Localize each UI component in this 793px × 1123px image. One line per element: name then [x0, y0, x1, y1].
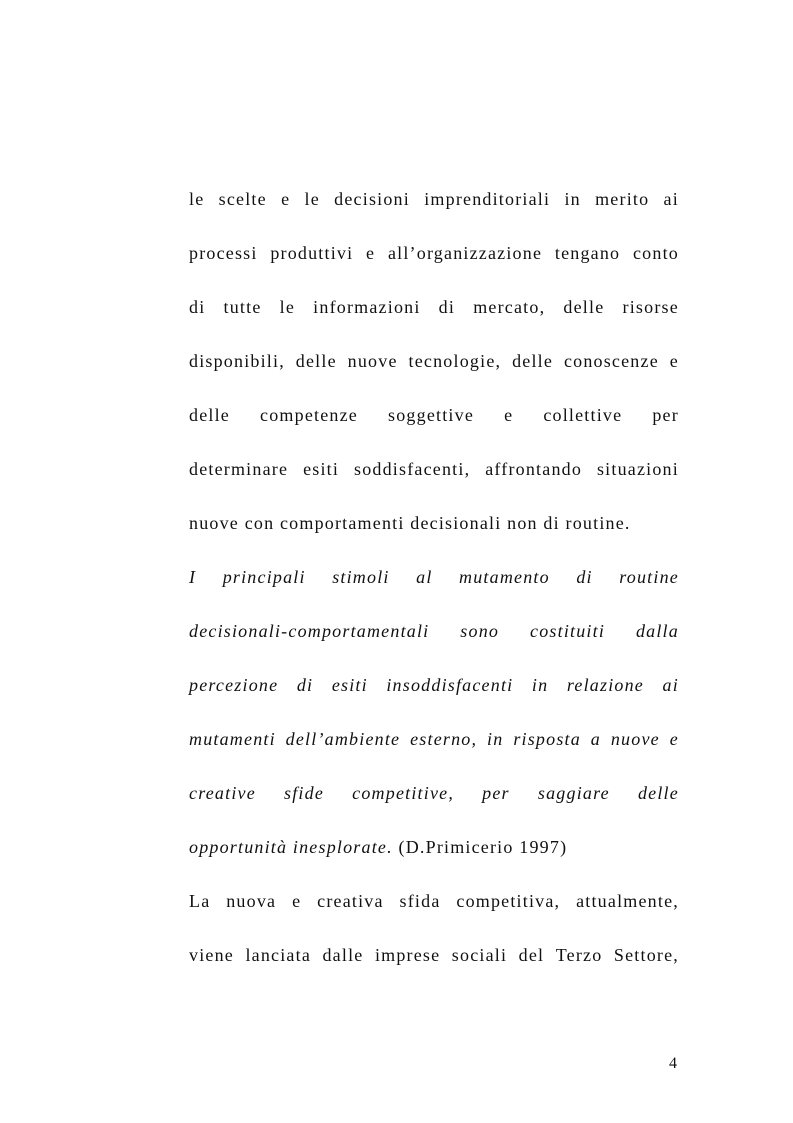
word: affrontando	[485, 459, 583, 479]
line-text	[189, 181, 679, 217]
word: viene	[189, 945, 234, 965]
line-text	[189, 451, 679, 487]
word: insoddisfacenti	[386, 675, 514, 695]
word: sociali	[451, 945, 508, 965]
word: delle	[295, 351, 337, 371]
word: in	[487, 729, 504, 749]
word: di	[296, 675, 314, 695]
word: le	[304, 189, 320, 209]
word: dalle	[322, 945, 364, 965]
word: principali	[222, 567, 306, 587]
word: e	[366, 243, 376, 263]
word: relazione	[566, 675, 644, 695]
text-line	[189, 775, 679, 829]
word: e	[669, 729, 679, 749]
page-number: 4	[669, 1055, 677, 1072]
word: ai	[663, 189, 679, 209]
word: routine	[619, 567, 679, 587]
line-text	[189, 235, 679, 271]
word: informazioni	[313, 297, 421, 317]
word: esterno,	[410, 729, 478, 749]
text-line	[189, 559, 679, 613]
word: le	[189, 189, 205, 209]
word: tengano	[554, 243, 621, 263]
word: le	[279, 297, 296, 317]
word: esiti	[331, 675, 368, 695]
word: delle	[563, 297, 605, 317]
text-line	[189, 343, 679, 397]
line-text: nuove con comportamenti decisionali non di routine.	[189, 513, 631, 533]
line-text	[189, 937, 679, 973]
line-text	[189, 289, 679, 325]
citation-reference: (D.Primicerio 1997)	[392, 837, 568, 857]
text-line	[189, 721, 679, 775]
word: e	[669, 351, 679, 371]
word: creativa	[317, 891, 384, 911]
word: in	[531, 675, 549, 695]
word: produttivi	[270, 243, 354, 263]
word: di	[438, 297, 456, 317]
word: conoscenze	[563, 351, 659, 371]
word: nuova	[226, 891, 277, 911]
word: nuove	[347, 351, 398, 371]
text-line	[189, 613, 679, 667]
word: Terzo	[555, 945, 603, 965]
word: per	[482, 783, 510, 803]
word: conto	[632, 243, 679, 263]
word: La	[189, 891, 211, 911]
word: di	[189, 297, 206, 317]
word: sfide	[284, 783, 325, 803]
word: e	[292, 891, 302, 911]
word: mutamento	[459, 567, 550, 587]
text-line	[189, 451, 679, 505]
word: situazioni	[596, 459, 679, 479]
word: imprese	[374, 945, 441, 965]
line-text	[189, 343, 679, 379]
word: scelte	[218, 189, 267, 209]
word: dell’ambiente	[285, 729, 401, 749]
word: merito	[595, 189, 650, 209]
word: attualmente,	[576, 891, 679, 911]
word: sono	[460, 621, 500, 641]
line-text	[189, 775, 679, 811]
word: mutamenti	[189, 729, 276, 749]
word: di	[576, 567, 593, 587]
word: in	[564, 189, 581, 209]
word: e	[281, 189, 291, 209]
text-line	[189, 235, 679, 289]
word: decisioni	[334, 189, 410, 209]
word: e	[504, 405, 514, 425]
word: competitive,	[352, 783, 455, 803]
text-line	[189, 397, 679, 451]
word: soggettive	[388, 405, 475, 425]
word: all’organizzazione	[387, 243, 543, 263]
word: delle	[512, 351, 554, 371]
word: decisionali-comportamentali	[189, 621, 430, 641]
word: disponibili,	[189, 351, 285, 371]
word: percezione	[189, 675, 279, 695]
word: risorse	[622, 297, 679, 317]
text-line	[189, 937, 679, 991]
line-text	[189, 397, 679, 433]
line-text	[189, 613, 679, 649]
word: tutte	[223, 297, 262, 317]
word: costituiti	[530, 621, 606, 641]
text-line	[189, 505, 679, 559]
word: sfida	[399, 891, 441, 911]
word: al	[416, 567, 433, 587]
word: mercato,	[473, 297, 546, 317]
word: delle	[189, 405, 230, 425]
word: creative	[189, 783, 256, 803]
word: lanciata	[245, 945, 312, 965]
word: collettive	[543, 405, 623, 425]
word: stimoli	[332, 567, 390, 587]
word: processi	[189, 243, 258, 263]
word: dalla	[635, 621, 679, 641]
word: per	[652, 405, 679, 425]
line-text	[189, 721, 679, 757]
line-text	[189, 559, 679, 595]
word: del	[518, 945, 545, 965]
word: Settore,	[613, 945, 679, 965]
citation-text: opportunità inesplorate.	[189, 837, 393, 857]
body-text	[189, 181, 679, 991]
line-text	[189, 667, 679, 703]
word: risposta	[513, 729, 581, 749]
word: imprenditoriali	[424, 189, 551, 209]
word: esiti	[303, 459, 340, 479]
text-line	[189, 667, 679, 721]
word: ai	[662, 675, 679, 695]
text-line	[189, 829, 679, 883]
word: competenze	[260, 405, 358, 425]
word: saggiare	[537, 783, 610, 803]
word: nuove	[610, 729, 660, 749]
text-line	[189, 181, 679, 235]
word: competitiva,	[456, 891, 561, 911]
word: delle	[637, 783, 679, 803]
word: I	[189, 567, 197, 587]
word: soddisfacenti,	[354, 459, 471, 479]
line-text	[189, 883, 679, 919]
word: a	[590, 729, 601, 749]
word: determinare	[189, 459, 289, 479]
word: tecnologie,	[408, 351, 502, 371]
text-line	[189, 289, 679, 343]
text-line	[189, 883, 679, 937]
